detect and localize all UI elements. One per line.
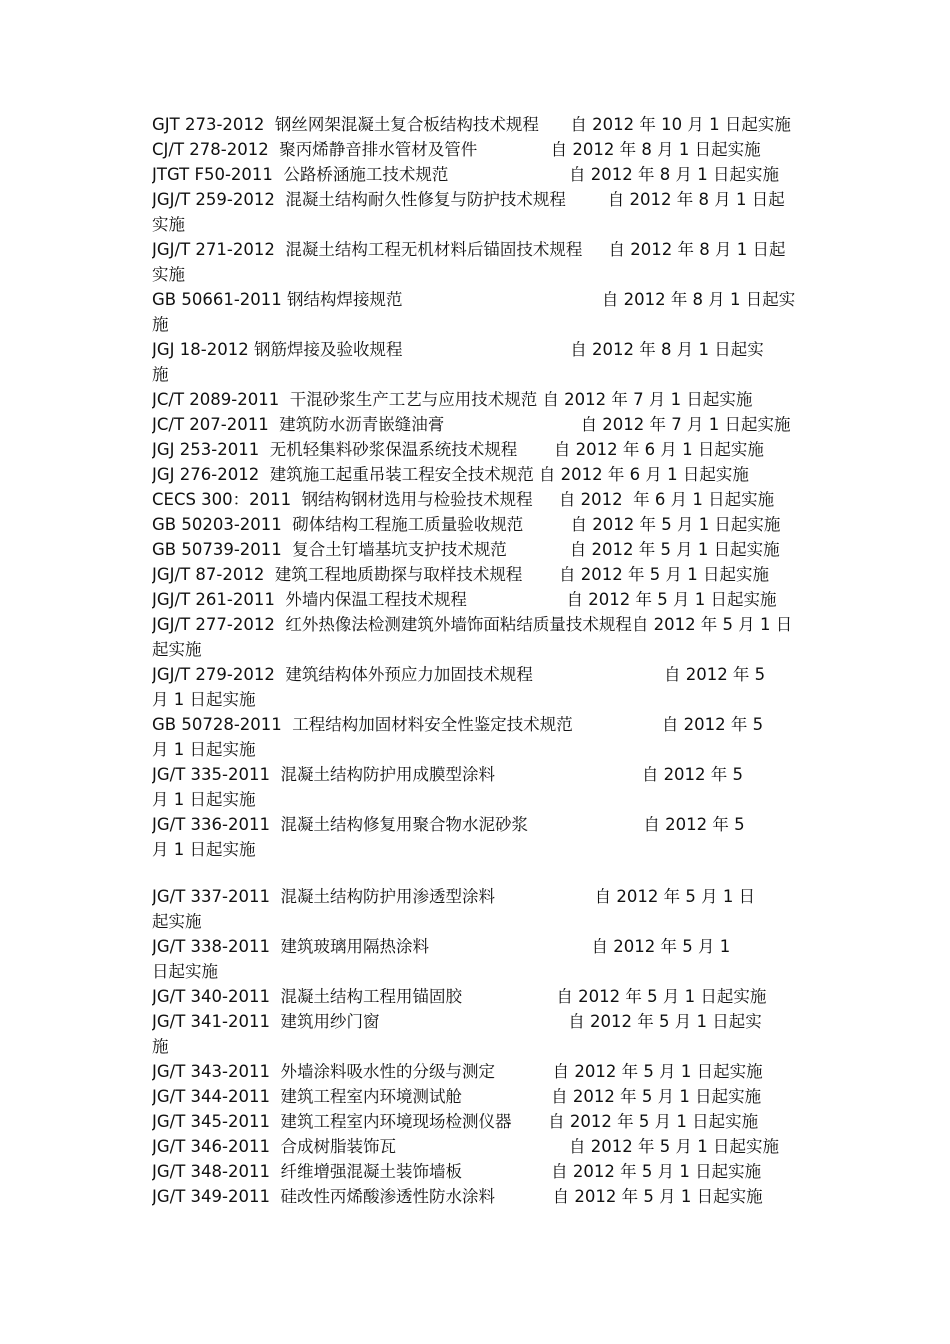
standard-line: JG/T 345-2011 建筑工程室内环境现场检测仪器 自 2012 年 5 月 1 日起实施 — [152, 1112, 759, 1131]
standard-line: GB 50661-2011 钢结构焊接规范 自 2012 年 8 月 1 日起实 — [152, 290, 796, 309]
standard-line: 月 1 日起实施 — [152, 790, 256, 809]
standard-line: 实施 — [152, 265, 185, 284]
standard-line: JG/T 338-2011 建筑玻璃用隔热涂料 自 2012 年 5 月 1 — [152, 937, 731, 956]
standard-line: JGJ/T 261-2011 外墙内保温工程技术规程 自 2012 年 5 月 1 日起实施 — [152, 590, 777, 609]
standard-line: JC/T 207-2011 建筑防水沥青嵌缝油膏 自 2012 年 7 月 1 日起实施 — [152, 415, 791, 434]
blank-line — [152, 862, 828, 884]
standard-line: JGJ 18-2012 钢筋焊接及验收规程 自 2012 年 8 月 1 日起实 — [152, 340, 764, 359]
standard-line: JG/T 348-2011 纤维增强混凝土装饰墙板 自 2012 年 5 月 1 日起实施 — [152, 1162, 762, 1181]
standard-line: JG/T 337-2011 混凝土结构防护用渗透型涂料 自 2012 年 5 月 1 日 — [152, 887, 756, 906]
standard-line: JGJ/T 87-2012 建筑工程地质勘探与取样技术规程 自 2012 年 5 月 1 日起实施 — [152, 565, 770, 584]
standard-line: 起实施 — [152, 912, 202, 931]
standard-line: 日起实施 — [152, 962, 218, 981]
standard-line: 月 1 日起实施 — [152, 740, 256, 759]
standard-line: JG/T 346-2011 合成树脂装饰瓦 自 2012 年 5 月 1 日起实施 — [152, 1137, 779, 1156]
standard-line: 月 1 日起实施 — [152, 690, 256, 709]
standard-line: JG/T 336-2011 混凝土结构修复用聚合物水泥砂浆 自 2012 年 5 — [152, 815, 745, 834]
standard-line: JG/T 341-2011 建筑用纱门窗 自 2012 年 5 月 1 日起实 — [152, 1012, 762, 1031]
standard-line: 施 — [152, 365, 169, 384]
standard-line: JTGT F50-2011 公路桥涵施工技术规范 自 2012 年 8 月 1 日起实施 — [152, 165, 779, 184]
standard-line: JC/T 2089-2011 干混砂浆生产工艺与应用技术规范 自 2012 年 7 月 1 日起实施 — [152, 390, 753, 409]
standard-line: JG/T 340-2011 混凝土结构工程用锚固胶 自 2012 年 5 月 1 日起实施 — [152, 987, 767, 1006]
standard-line: JGJ 276-2012 建筑施工起重吊装工程安全技术规范 自 2012 年 6 月 1 日起实施 — [152, 465, 749, 484]
document-page — [152, 112, 828, 1209]
standard-line: JGJ/T 279-2012 建筑结构体外预应力加固技术规程 自 2012 年 5 — [152, 665, 766, 684]
standard-line: CECS 300：2011 钢结构钢材选用与检验技术规程 自 2012 年 6 月 1 日起实施 — [152, 490, 775, 509]
standard-line: 施 — [152, 1037, 169, 1056]
standard-line: GB 50739-2011 复合土钉墙基坑支护技术规范 自 2012 年 5 月 1 日起实施 — [152, 540, 780, 559]
standard-line: JGJ/T 259-2012 混凝土结构耐久性修复与防护技术规程 自 2012 年 8 月 1 日起 — [152, 190, 785, 209]
standard-line: JG/T 343-2011 外墙涂料吸水性的分级与测定 自 2012 年 5 月 1 日起实施 — [152, 1062, 763, 1081]
standard-line: JGJ/T 271-2012 混凝土结构工程无机材料后锚固技术规程 自 2012 年 8 月 1 日起 — [152, 240, 786, 259]
standard-line: GJT 273-2012 钢丝网架混凝土复合板结构技术规程 自 2012 年 10 月 1 日起实施 — [152, 115, 791, 134]
standard-line: JG/T 335-2011 混凝土结构防护用成膜型涂料 自 2012 年 5 — [152, 765, 744, 784]
standard-line: CJ/T 278-2012 聚丙烯静音排水管材及管件 自 2012 年 8 月 1 日起实施 — [152, 140, 761, 159]
standard-line: 月 1 日起实施 — [152, 840, 256, 859]
standard-line: JGJ 253-2011 无机轻集料砂浆保温系统技术规程 自 2012 年 6 月 1 日起实施 — [152, 440, 764, 459]
standard-line: JGJ/T 277-2012 红外热像法检测建筑外墙饰面粘结质量技术规程自 2012 年 5 月 1 日 — [152, 615, 793, 634]
standard-line: JG/T 344-2011 建筑工程室内环境测试舱 自 2012 年 5 月 1 日起实施 — [152, 1087, 762, 1106]
standard-line: GB 50203-2011 砌体结构工程施工质量验收规范 自 2012 年 5 月 1 日起实施 — [152, 515, 781, 534]
standard-line: GB 50728-2011 工程结构加固材料安全性鉴定技术规范 自 2012 年 5 — [152, 715, 764, 734]
standard-line: 起实施 — [152, 640, 202, 659]
standard-line: 施 — [152, 315, 169, 334]
standard-line: JG/T 349-2011 硅改性丙烯酸渗透性防水涂料 自 2012 年 5 月 1 日起实施 — [152, 1187, 763, 1206]
standard-line: 实施 — [152, 215, 185, 234]
